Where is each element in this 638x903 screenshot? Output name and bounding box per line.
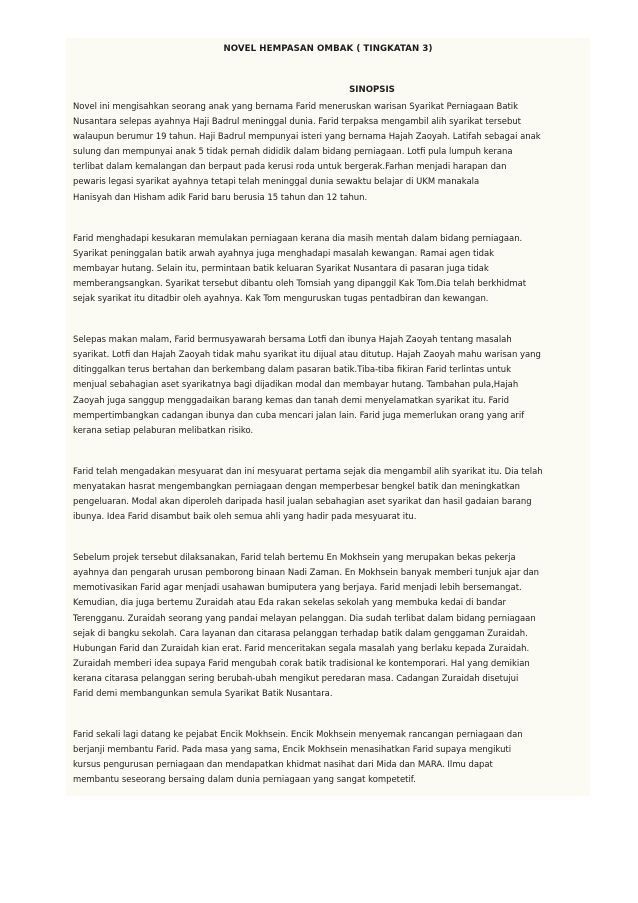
paragraph-line: sejak di bangku sekolah. Cara layanan dan citarasa pelanggan terhadap batik dalam genggaman Zuraidah. [73,627,528,638]
paragraph-line: berjanji membantu Farid. Pada masa yang sama, Encik Mokhsein menasihatkan Farid supaya mengikuti [73,744,512,755]
synopsis-body [73,99,591,787]
paragraph-line: Farid telah mengadakan mesyuarat dan ini mesyuarat pertama sejak dia mengambil alih syarikat itu. Dia telah [73,465,543,476]
paragraph-line: Sebelum projek tersebut dilaksanakan, Farid telah bertemu En Mokhsein yang merupakan bekas pekerja [73,552,516,563]
paragraph-line: Hanisyah dan Hisham adik Farid baru berusia 15 tahun dan 12 tahun. [73,191,368,202]
paragraph-line: menyatakan hasrat mengembangkan perniagaan dengan memperbesar bengkel batik dan meningkatkan [73,480,521,491]
paragraph-line: kerana citarasa pelanggan sering berubah-ubah mengikut peredaran masa. Cadangan Zuraidah disetujui [73,672,519,683]
paragraph-line: terlibat dalam kemalangan dan berpaut pada kerusi roda untuk bergerak.Farhan menjadi harapan dan [73,161,507,172]
paragraph-line: Hubungan Farid dan Zuraidah kian erat. Farid menceritakan segala masalah yang berlaku kepada Zuraidah. [73,642,530,653]
paragraph-4 [73,464,591,524]
paragraph-1 [73,99,591,205]
paragraph-2 [73,231,591,306]
paragraph-line: ayahnya dan pengarah urusan pemborong binaan Nadi Zaman. En Mokhsein banyak memberi tunjuk ajar dan [73,567,539,578]
paragraph-line: Zuraidah memberi idea supaya Farid mengubah corak batik tradisional ke kontemporari. Hal yang demikian [73,657,530,668]
paragraph-line: memotivasikan Farid agar menjadi usahawan bumiputera yang berjaya. Farid menjadi lebih bersemangat. [73,582,522,593]
paragraph-line: pengeluaran. Modal akan diperoleh daripada hasil jualan sebahagian aset syarikat dan hasil gadaian barang [73,495,532,506]
paragraph-line: syarikat. Lotfi dan Hajah Zaoyah tidak mahu syarikat itu dijual atau ditutup. Hajah Zaoyah mahu warisan yang [73,349,541,360]
paragraph-line: kursus pengurusan perniagaan dan mendapatkan khidmat nasihat dari Mida dan MARA. Ilmu dapat [73,759,493,770]
paragraph-line: walaupun berumur 19 tahun. Haji Badrul mempunyai isteri yang bernama Hajah Zaoyah. Latifah sebagai anak [73,131,541,142]
paragraph-line: ditinggalkan terus bertahan dan berkembang dalam pasaran batik.Tiba-tiba fikiran Farid terlintas untuk [73,364,512,375]
paragraph-line: Farid menghadapi kesukaran memulakan perniagaan kerana dia masih mentah dalam bidang perniagaan. [73,232,523,243]
paragraph-3 [73,332,591,438]
section-heading-sinopsis: SINOPSIS [349,85,395,95]
paragraph-line: Selepas makan malam, Farid bermusyawarah bersama Lotfi dan ibunya Hajah Zaoyah tentang masalah [73,334,512,345]
paragraph-line: Syarikat peninggalan batik arwah ayahnya juga menghadapi masalah kewangan. Ramai agen tidak [73,247,495,258]
document-title: NOVEL HEMPASAN OMBAK ( TINGKATAN 3) [223,44,433,54]
paragraph-line: kerana setiap pelaburan melibatkan risiko. [73,424,254,435]
paragraph-line: Novel ini mengisahkan seorang anak yang bernama Farid meneruskan warisan Syarikat Perniagaan Batik [73,101,519,111]
paragraph-line: membayar hutang. Selain itu, permintaan batik keluaran Syarikat Nusantara di pasaran juga tidak [73,262,489,273]
paragraph-line: sulung dan mempunyai anak 5 tidak pernah dididik dalam bidang perniagaan. Lotfi pula lumpuh kerana [73,146,513,157]
document-page [66,38,590,796]
paragraph-line: menjual sebahagian aset syarikatnya bagi dijadikan modal dan membayar hutang. Tambahan pula,Hajah [73,379,519,390]
paragraph-line: ibunya. Idea Farid disambut baik oleh semua ahli yang hadir pada mesyuarat itu. [73,511,417,522]
paragraph-line: Terengganu. Zuraidah seorang yang pandai melayan pelanggan. Dia sudah terlibat dalam bidang perniagaan [73,612,536,623]
paragraph-line: sejak syarikat itu ditadbir oleh ayahnya. Kak Tom menguruskan tugas pentadbiran dan kewangan. [73,293,489,304]
paragraph-line: Zaoyah juga sanggup menggadaikan barang kemas dan tanah demi menyelamatkan syarikat itu. Farid [73,394,509,405]
paragraph-line: membantu seseorang bersaing dalam dunia perniagaan yang sangat kompetetif. [73,774,416,785]
paragraph-line: Nusantara selepas ayahnya Haji Badrul meninggal dunia. Farid terpaksa mengambil alih syarikat tersebut [73,116,521,127]
paragraph-line: pewaris legasi syarikat ayahnya tetapi telah meninggal dunia sewaktu belajar di UKM manakala [73,176,480,187]
paragraph-line: mempertimbangkan cadangan ibunya dan cuba mencari jalan lain. Farid juga memerlukan orang yang arif [73,409,525,420]
paragraph-line: memberangsangkan. Syarikat tersebut dibantu oleh Tomsiah yang dipanggil Kak Tom.Dia telah berkhidmat [73,277,527,288]
paragraph-line: Farid demi membangunkan semula Syarikat Batik Nusantara. [73,688,333,698]
paragraph-line: Farid sekali lagi datang ke pejabat Encik Mokhsein. Encik Mokhsein menyemak rancangan perniagaan dan [73,729,523,740]
paragraph-5 [73,550,591,701]
paragraph-line: Kemudian, dia juga bertemu Zuraidah atau Eda rakan sekelas sekolah yang membuka kedai di bandar [73,597,507,608]
paragraph-6 [73,727,591,787]
